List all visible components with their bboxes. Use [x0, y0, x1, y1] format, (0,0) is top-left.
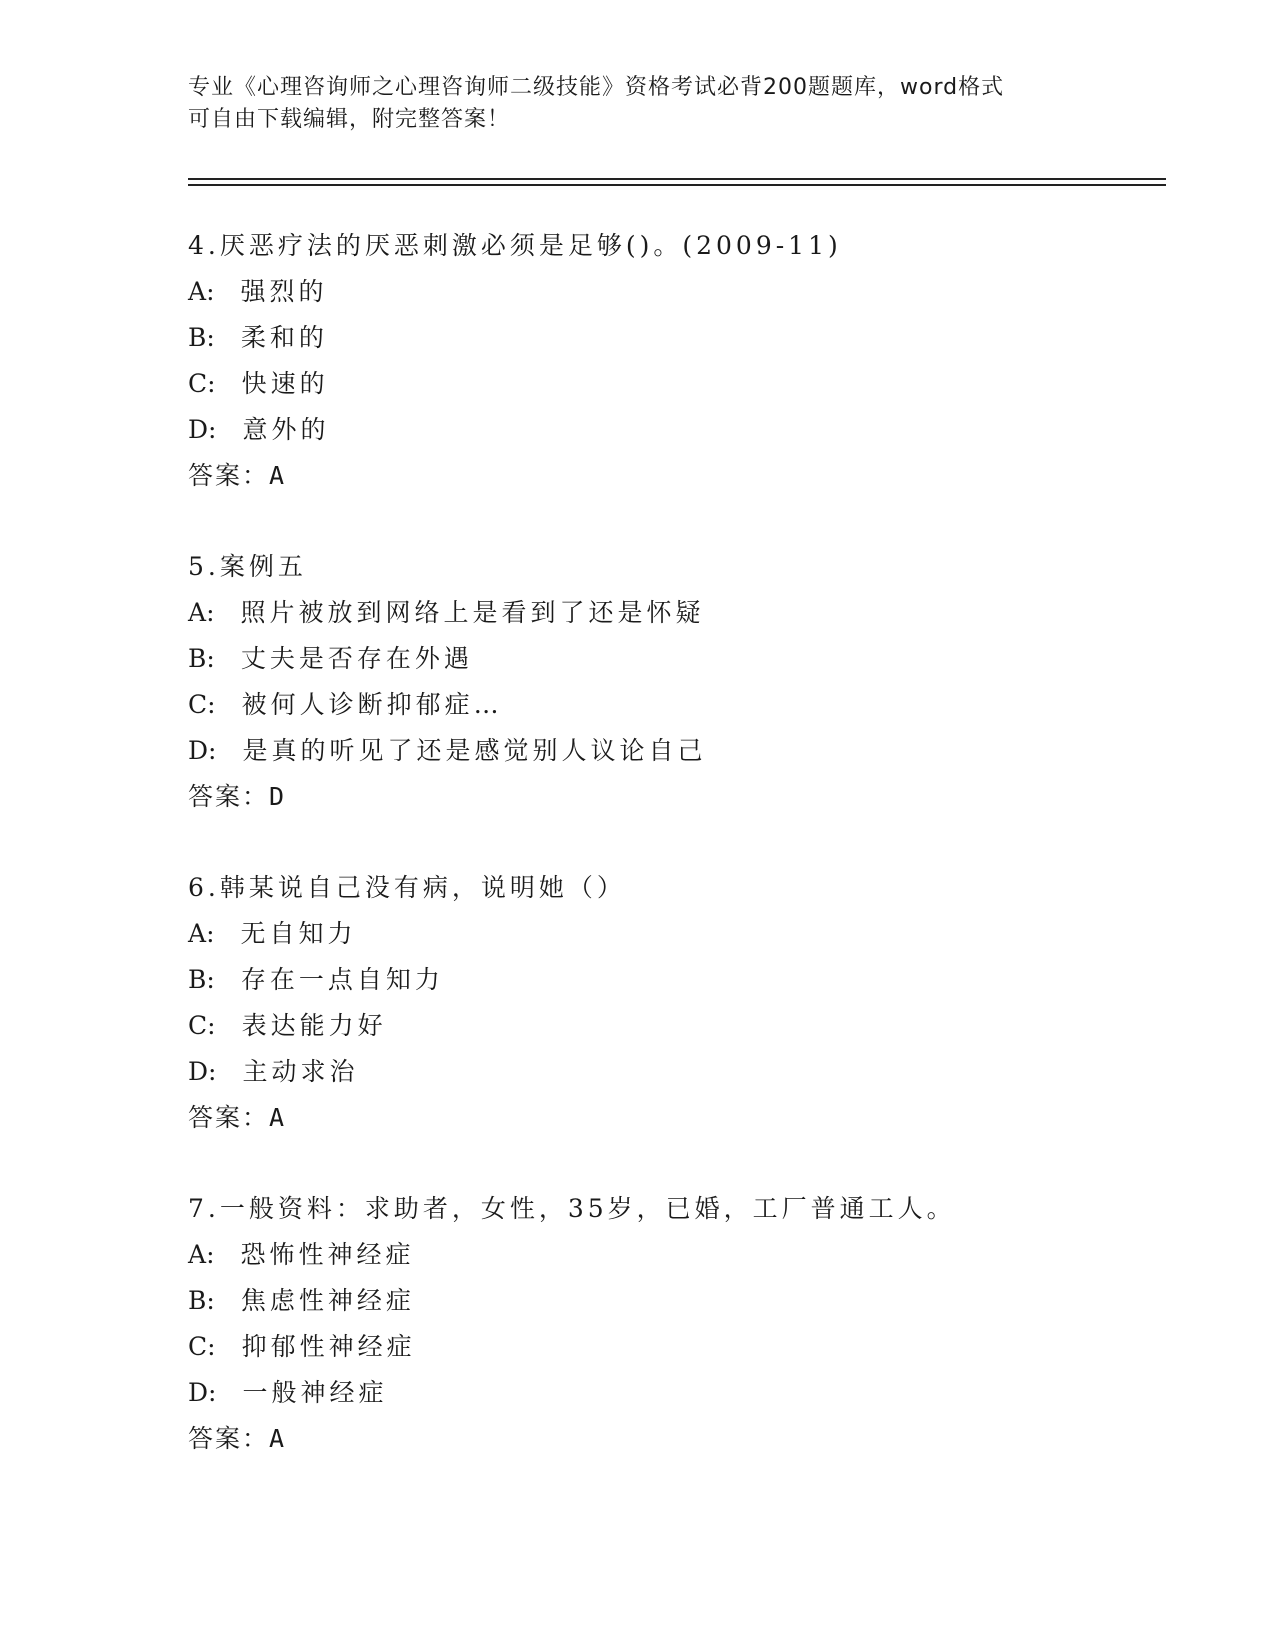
option-d: D: 意外的 — [188, 415, 330, 444]
answer-line: 答案：A — [188, 1424, 285, 1453]
question-stem: 7.一般资料：求助者，女性，35岁，已婚，工厂普通工人。 — [188, 1194, 956, 1223]
answer-value: A — [269, 461, 285, 490]
answer-value: A — [269, 1103, 285, 1132]
document-header — [188, 72, 1088, 136]
header-line-1: 专业《心理咨询师之心理咨询师二级技能》资格考试必背200题题库，word格式 — [188, 75, 1005, 100]
question-block — [188, 544, 1188, 820]
header-divider-bottom — [188, 184, 1166, 186]
header-divider-top — [188, 178, 1166, 180]
option-a: A: 无自知力 — [188, 919, 357, 948]
option-d: D: 是真的听见了还是感觉别人议论自己 — [188, 736, 707, 765]
answer-value: D — [269, 782, 285, 811]
answer-line: 答案：D — [188, 782, 285, 811]
option-c: C: 表达能力好 — [188, 1011, 387, 1040]
option-c: C: 被何人诊断抑郁症… — [188, 690, 503, 719]
option-a: A: 照片被放到网络上是看到了还是怀疑 — [188, 598, 705, 627]
question-stem: 6.韩某说自己没有病，说明她（） — [188, 873, 626, 902]
question-block — [188, 1186, 1188, 1462]
option-a: A: 强烈的 — [188, 277, 328, 306]
header-line-2: 可自由下载编辑，附完整答案！ — [188, 107, 511, 132]
option-c: C: 快速的 — [188, 369, 329, 398]
option-c: C: 抑郁性神经症 — [188, 1332, 416, 1361]
question-block — [188, 223, 1188, 499]
question-block — [188, 865, 1188, 1141]
option-a: A: 恐怖性神经症 — [188, 1240, 415, 1269]
option-d: D: 一般神经症 — [188, 1378, 388, 1407]
option-b: B: 焦虑性神经症 — [188, 1286, 415, 1315]
question-stem: 5.案例五 — [188, 552, 307, 581]
option-b: B: 存在一点自知力 — [188, 965, 444, 994]
answer-line: 答案：A — [188, 461, 285, 490]
option-b: B: 丈夫是否存在外遇 — [188, 644, 473, 673]
question-stem: 4.厌恶疗法的厌恶刺激必须是足够()。(2009-11) — [188, 231, 842, 260]
answer-value: A — [269, 1424, 285, 1453]
option-d: D: 主动求治 — [188, 1057, 359, 1086]
option-b: B: 柔和的 — [188, 323, 328, 352]
answer-line: 答案：A — [188, 1103, 285, 1132]
